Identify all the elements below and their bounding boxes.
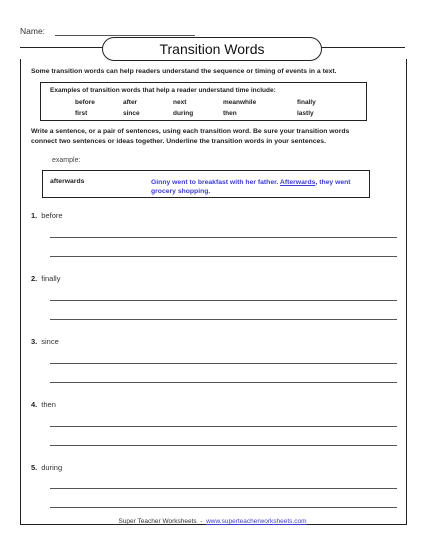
- answer-line[interactable]: [50, 300, 397, 301]
- question-number: 2.: [31, 274, 38, 283]
- example-label: example:: [52, 157, 81, 164]
- sample-underlined-word: Afterwards: [279, 179, 316, 186]
- page-title: Transition Words: [102, 37, 322, 61]
- footer: [0, 518, 425, 525]
- example-word: meanwhile: [223, 99, 257, 106]
- instructions-line: connect two sentences or ideas together. Underline the transition words in your sentences.: [31, 138, 326, 145]
- example-word: during: [173, 110, 194, 117]
- question-4: [31, 400, 56, 409]
- intro-text: Some transition words can help readers understand the sequence or timing of events in a text.: [31, 68, 337, 75]
- name-field-line[interactable]: [55, 35, 195, 36]
- name-label: Name:: [20, 26, 46, 36]
- answer-line[interactable]: [50, 426, 397, 427]
- example-word: since: [123, 110, 140, 117]
- answer-line[interactable]: [50, 507, 397, 508]
- sample-sentence: [151, 178, 361, 196]
- answer-line[interactable]: [50, 488, 397, 489]
- example-word: first: [75, 110, 88, 117]
- question-1: [31, 211, 63, 220]
- examples-box: [40, 82, 367, 121]
- sample-sentence-part: , they went grocery shopping.: [151, 179, 351, 195]
- example-word: then: [223, 110, 237, 117]
- answer-line[interactable]: [50, 382, 397, 383]
- question-word: before: [41, 211, 63, 220]
- footer-separator: -: [200, 518, 203, 525]
- question-number: 5.: [31, 463, 38, 472]
- question-number: 3.: [31, 337, 38, 346]
- question-word: during: [41, 463, 63, 472]
- question-5: [31, 463, 62, 472]
- question-word: finally: [41, 274, 61, 283]
- example-word: after: [123, 99, 138, 106]
- example-word: next: [173, 99, 187, 106]
- question-3: [31, 337, 59, 346]
- answer-line[interactable]: [50, 363, 397, 364]
- answer-line[interactable]: [50, 319, 397, 320]
- answer-line[interactable]: [50, 256, 397, 257]
- footer-brand: Super Teacher Worksheets: [118, 518, 197, 525]
- sample-sentence-part: Ginny went to breakfast with her father.: [151, 179, 280, 186]
- sample-answer-box: [42, 170, 370, 198]
- examples-title: Examples of transition words that help a reader understand time include:: [50, 87, 276, 94]
- footer-link[interactable]: www.superteacherworksheets.com: [206, 518, 307, 525]
- sample-word: afterwards: [50, 178, 85, 185]
- question-word: then: [41, 400, 56, 409]
- question-number: 4.: [31, 400, 38, 409]
- question-word: since: [41, 337, 59, 346]
- instructions-line: Write a sentence, or a pair of sentences, using each transition word. Be sure your transition words: [31, 128, 350, 135]
- question-2: [31, 274, 60, 283]
- example-word: before: [75, 99, 95, 106]
- question-number: 1.: [31, 211, 38, 220]
- example-word: lastly: [297, 110, 314, 117]
- answer-line[interactable]: [50, 445, 397, 446]
- example-word: finally: [297, 99, 316, 106]
- answer-line[interactable]: [50, 237, 397, 238]
